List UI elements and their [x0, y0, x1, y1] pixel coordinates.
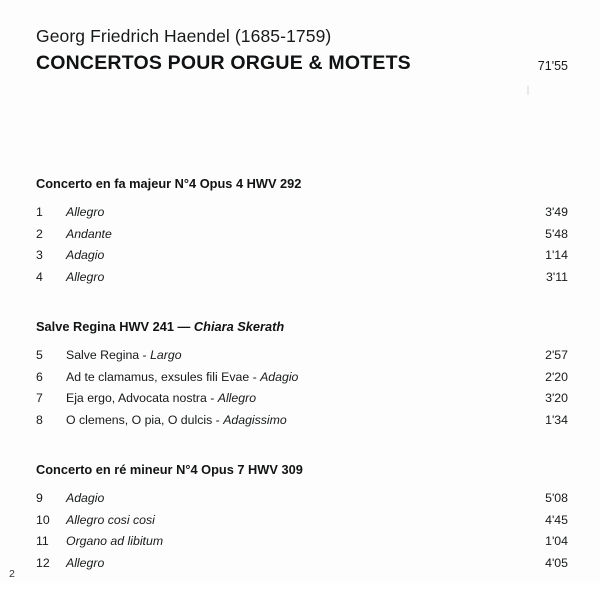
track-title-italic: Adagio — [260, 369, 299, 384]
track-title-italic: Adagio — [66, 491, 105, 505]
track-duration: 5'08 — [545, 491, 568, 505]
track-title — [66, 513, 532, 527]
track-title-plain: Salve Regina - — [66, 348, 151, 362]
track-title — [66, 491, 532, 505]
work-section — [36, 319, 572, 434]
track-duration: 3'11 — [546, 269, 568, 284]
track-title — [66, 270, 532, 284]
track-title — [66, 556, 532, 570]
track-number: 7 — [36, 391, 43, 405]
track-title-plain: O clemens, O pia, O dulcis - — [66, 412, 224, 427]
track-title-italic: Largo — [150, 348, 182, 362]
track-number: 1 — [36, 205, 43, 219]
track-duration: 3'20 — [545, 391, 568, 405]
track-title-italic: Adagio — [66, 248, 105, 262]
track-title — [66, 248, 532, 262]
work-section — [36, 462, 572, 577]
work-title-text: Concerto en ré mineur N°4 Opus 7 HWV 309 — [36, 462, 303, 477]
track-row — [36, 227, 572, 249]
track-title-italic: Allegro — [66, 555, 105, 570]
track-row — [36, 348, 572, 370]
page-header — [36, 26, 572, 75]
track-row — [36, 205, 572, 227]
track-duration: 1'34 — [545, 412, 568, 427]
track-title — [66, 534, 532, 548]
total-duration: 71'55 — [537, 59, 568, 73]
track-number: 3 — [36, 248, 43, 262]
work-title — [36, 462, 572, 477]
page-number: 2 — [9, 568, 15, 580]
track-number: 8 — [36, 412, 43, 427]
track-number: 4 — [36, 269, 43, 284]
track-row — [36, 534, 572, 556]
track-row — [36, 556, 572, 578]
track-number: 10 — [36, 512, 50, 527]
track-row — [36, 491, 572, 513]
work-title-text: Salve Regina HWV 241 — — [36, 319, 194, 334]
track-number: 9 — [36, 491, 43, 505]
track-row — [36, 413, 572, 435]
track-title-italic: Allegro — [66, 205, 105, 219]
track-title-italic: Organo ad libitum — [66, 534, 164, 548]
track-number: 11 — [36, 534, 49, 548]
track-row — [36, 370, 572, 392]
track-title — [66, 370, 532, 384]
track-title-italic: Allegro — [217, 391, 257, 405]
track-title-plain: Ad te clamamus, exsules fili Evae - — [66, 369, 261, 384]
track-title-italic: Andante — [66, 226, 112, 241]
work-performer: Chiara Skerath — [193, 319, 285, 334]
track-duration: 3'49 — [545, 205, 568, 219]
track-row — [36, 391, 572, 413]
track-number: 5 — [36, 348, 43, 362]
track-number: 2 — [36, 226, 43, 241]
track-title-italic: Adagissimo — [223, 412, 287, 427]
work-title — [36, 319, 572, 334]
track-title-italic: Allegro cosi cosi — [66, 512, 155, 527]
track-title-italic: Allegro — [66, 269, 105, 284]
track-duration: 5'48 — [545, 226, 568, 241]
tracklist — [36, 176, 572, 599]
track-row — [36, 248, 572, 270]
album-title: CONCERTOS POUR ORGUE & MOTETS — [36, 52, 411, 74]
track-duration: 2'20 — [545, 369, 568, 384]
track-duration: 4'45 — [545, 512, 568, 527]
album-title-row — [36, 52, 572, 75]
track-duration: 2'57 — [545, 348, 568, 362]
track-title — [66, 205, 532, 219]
track-title — [66, 391, 532, 405]
track-duration: 1'04 — [545, 534, 568, 548]
track-row — [36, 513, 572, 535]
composer-name: Georg Friedrich Haendel (1685-1759) — [36, 26, 332, 46]
track-title — [66, 348, 532, 362]
track-title — [66, 227, 532, 241]
work-section — [36, 176, 572, 291]
print-artifact — [527, 86, 529, 95]
track-row — [36, 270, 572, 292]
track-duration: 4'05 — [545, 555, 568, 570]
track-duration: 1'14 — [545, 248, 568, 262]
track-number: 12 — [36, 555, 50, 570]
track-number: 6 — [36, 369, 43, 384]
track-title — [66, 413, 532, 427]
track-title-plain: Eja ergo, Advocata nostra - — [66, 391, 218, 405]
work-title-text: Concerto en fa majeur N°4 Opus 4 HWV 292 — [36, 176, 302, 191]
work-title — [36, 176, 572, 191]
